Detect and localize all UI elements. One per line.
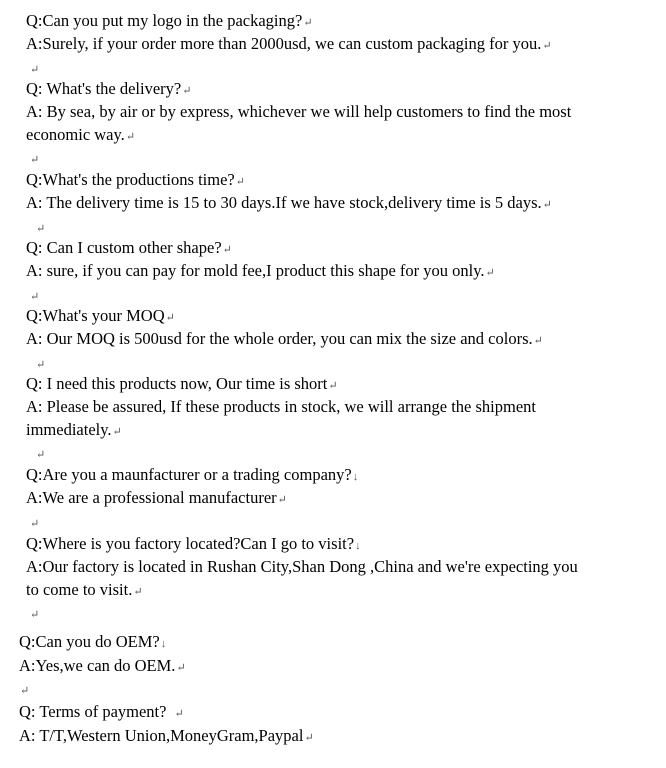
answer-5: A: Our MOQ is 500usd for the whole order, you can mix the size and colors.↵ (26, 329, 543, 348)
answer-9: A:Yes,we can do OEM.↵ (19, 656, 186, 675)
answer-3: A: The delivery time is 15 to 30 days.If we have stock,delivery time is 5 days.↵ (26, 193, 552, 212)
answer-10: A: T/T,Western Union,MoneyGram,Paypal↵ (19, 726, 314, 745)
question-8: Q:Where is you factory located?Can I go to visit?↓ (26, 534, 361, 553)
answer-8: A:Our factory is located in Rushan City,Shan Dong ,China and we're expecting you (26, 557, 578, 576)
answer-2: A: By sea, by air or by express, whichever we will help customers to find the most (26, 102, 572, 121)
paragraph-mark: ↵ (36, 359, 46, 371)
answer-8-cont: to come to visit.↵ (26, 580, 143, 599)
answer-4: A: sure, if you can pay for mold fee,I product this shape for you only.↵ (26, 261, 495, 280)
paragraph-mark: ↵ (20, 685, 30, 697)
answer-6: A: Please be assured, If these products in stock, we will arrange the shipment (26, 397, 536, 416)
answer-2-cont: economic way.↵ (26, 125, 136, 144)
paragraph-mark: ↵ (30, 64, 40, 76)
answer-1: A:Surely, if your order more than 2000usd, we can custom packaging for you.↵ (26, 34, 552, 53)
paragraph-mark: ↵ (36, 449, 46, 461)
question-4: Q: Can I custom other shape?↵ (26, 238, 232, 257)
question-6: Q: I need this products now, Our time is short↵ (26, 374, 338, 393)
question-3: Q:What's the productions time?↵ (26, 170, 245, 189)
paragraph-mark: ↵ (30, 291, 40, 303)
question-5: Q:What's your MOQ↵ (26, 306, 175, 325)
question-7: Q:Are you a maunfacturer or a trading company?↓ (26, 465, 359, 484)
paragraph-mark: ↵ (30, 518, 40, 530)
paragraph-mark: ↵ (30, 154, 40, 166)
question-10: Q: Terms of payment? ↵ (19, 702, 184, 721)
paragraph-mark: ↵ (36, 223, 46, 235)
answer-6-cont: immediately.↵ (26, 420, 122, 439)
question-1: Q:Can you put my logo in the packaging?↵ (26, 11, 313, 30)
answer-7: A:We are a professional manufacturer↵ (26, 488, 287, 507)
paragraph-mark: ↵ (30, 609, 40, 621)
question-2: Q: What's the delivery?↵ (26, 79, 192, 98)
question-9: Q:Can you do OEM?↓ (19, 632, 167, 651)
